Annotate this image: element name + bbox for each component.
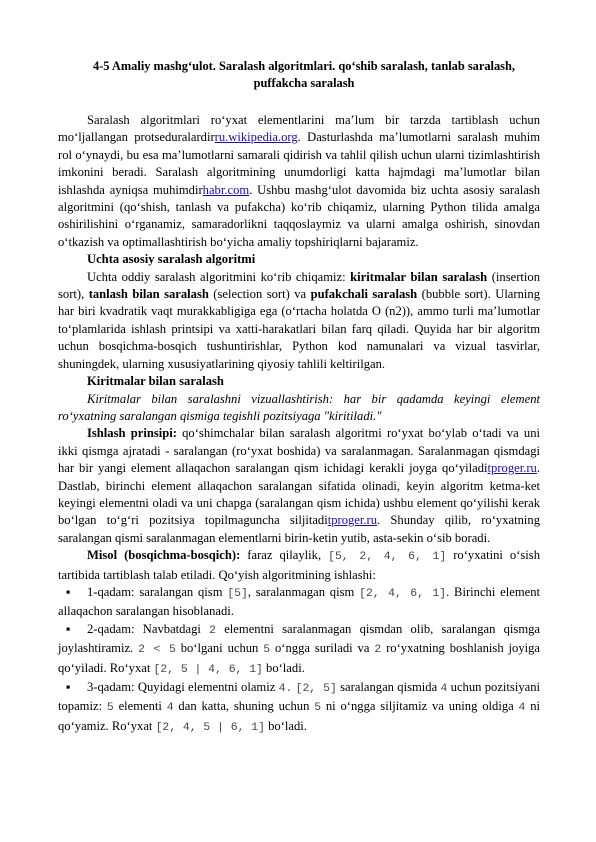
algorithms-text-3: (selection sort) va	[208, 287, 311, 302]
step-3-text-5: elementi	[113, 699, 167, 714]
step-1-text-2: , saralanmagan qism	[247, 584, 360, 599]
step-2-text-6: bo‘ladi.	[262, 660, 305, 675]
selection-sort-term: tanlash bilan saralash	[88, 287, 209, 302]
step-1-text-3: . Birinchi element allaqachon saralangan hisoblanadi.	[58, 584, 540, 619]
step-2-text-1: 2-qadam: Navbatdagi	[87, 621, 210, 636]
step-3-text-9: bo‘ladi.	[264, 718, 307, 733]
wikipedia-link[interactable]: ru.wikipedia.org	[214, 130, 298, 145]
section-heading-insertion: Kiritmalar bilan saralash	[87, 374, 224, 389]
algorithms-text-2: (insertion sort),	[58, 269, 540, 302]
principle-text-2: . Dastlab, birinchi element allaqachon saralangan sifatida olinadi, keyin algoritm ketma-ket keyingi elementni oladi va uni chapga (saralangan qism ichida) ushbu element qo‘yilishi kerak bo‘lgan to‘g‘ri pozitsiya topilmaguncha siljitadi	[58, 461, 540, 528]
intro-text-2: . Dasturlashda ma’lumotlarni saralash muhim rol o‘ynaydi, bu esa ma’lumotlarni samarali qidirish va tahlil qilish uchun ularni tizimlashtirish imkonini beradi. Saralash algoritmining unumdorligi katta hajmdagi ma’lumotlar bilan ishlashda ayniqsa muhimdir	[58, 130, 540, 197]
example-paragraph	[58, 547, 540, 584]
bullet-icon: ▪	[66, 621, 71, 636]
principle-text-1: qo‘shimchalar bilan saralash algoritmi ro‘yxat bo‘ylab o‘tadi va uni ikki qismga ajratadi - saralangan (ro‘yxat boshida) va saralanmagan. Saralanmagan qismdagi har bir yangi element allaqachon saralangan qism ichidagi kerakli joyga qo‘yiladi	[58, 426, 540, 476]
step-3-text-1: 3-qadam: Quyidagi elementni olamiz	[87, 680, 279, 694]
intro-text-3: . Ushbu mashg‘ulot davomida biz uchta asosiy saralash algoritmini (qo‘shish, tanlash va pufakcha) ko‘rib chiqamiz, ularning Python tilida amalga oshirilishini o‘rganamiz, samaradorlikni taqqoslaymiz va ularni amalga oshirish, sinovdan o‘tkazish va optimallashtirish bo‘yicha amaliy topshiriqlarni bajaramiz.	[58, 182, 541, 249]
step-3-code-6: 5	[314, 702, 322, 715]
bubble-sort-term: pufakchali saralash	[310, 287, 418, 302]
step-2-code-2: 2 < 5	[138, 644, 176, 657]
step-1-code-1: [5]	[227, 587, 248, 600]
example-text-2: ro‘yxatini o‘sish tartibida tartiblash talab etiladi. Qo‘yish algoritmining ishlashi:	[58, 548, 540, 582]
example-text-1: faraz qilaylik,	[240, 548, 329, 563]
step-2-text-2: elementni saralanmagan qismdan olib, saralangan qismga joylashtiramiz.	[58, 621, 541, 656]
step-3-code-3: 4	[440, 683, 448, 695]
intro-text-1: Saralash algoritmlari ro‘yxat elementlarini ma’lum bir tarzda tartiblash uchun mo‘ljallangan protseduralardir	[58, 113, 540, 145]
algorithms-text-4: (bubble sort). Ularning har biri kvadratik vaqt murakkabligiga ega (o‘rtacha holatda O (n2)), ammo turli ma’lumotlar to‘plamlarida ishlash printsipi va xatti-harakatlari bilan farq qiladi. Quyida har bir algoritm uchun bosqichma-bosqich tushuntirishlar, Python kod namunalari va vizual tasvirlar, shuningdek, ularning xususiyatlarining qiyosiy tahlili keltirilgan.	[58, 287, 540, 371]
step-3-code-7: 4	[518, 702, 526, 715]
tproger-link-2[interactable]: tproger.ru	[327, 513, 378, 528]
step-2-code-1: 2	[209, 624, 216, 637]
step-3-code-2: [2, 5]	[295, 683, 337, 695]
example-list-code: [5, 2, 4, 6, 1]	[328, 551, 447, 564]
step-3-text-3: saralangan qismida	[336, 680, 441, 694]
step-2-text-3: bo‘lgani uchun	[175, 641, 264, 656]
section-heading-algorithms: Uchta asosiy saralash algoritmi	[87, 252, 256, 267]
page-title: 4-5 Amaliy mashg‘ulot. Saralash algoritmlari. qo‘shib saralash, tanlab saralash, puffakcha saralash	[92, 59, 515, 90]
document-page	[58, 58, 540, 737]
step-1-text-1: 1-qadam: saralangan qism	[87, 584, 228, 599]
step-2-text-5: ro‘yxatning boshlanish joyiga qo‘yiladi. Ro‘yxat	[58, 641, 540, 675]
principle-label: Ishlash prinsipi:	[87, 426, 177, 441]
step-2-code-4: 2	[374, 644, 382, 657]
intro-paragraph	[58, 112, 540, 251]
bullet-icon: ▪	[66, 680, 71, 694]
step-2-item	[58, 621, 540, 679]
insertion-sort-term: kiritmalar bilan saralash	[350, 269, 488, 284]
step-3-code-5: 4	[166, 702, 174, 715]
habr-link[interactable]: habr.com	[202, 182, 250, 197]
step-2-code-3: 5	[263, 644, 271, 657]
step-3-item	[58, 679, 540, 737]
step-3-text-7: ni o‘ngga siljitamiz va uning oldiga	[321, 699, 519, 714]
step-1-item	[58, 584, 540, 621]
step-3-text-4: uchun pozitsiyani topamiz:	[58, 680, 541, 714]
step-2-text-4: o‘ngga suriladi va	[270, 641, 375, 656]
tproger-link-1[interactable]: tproger.ru	[487, 461, 537, 476]
step-3-code-4: 5	[106, 702, 114, 715]
algorithms-paragraph	[58, 269, 540, 373]
step-2-code-5: [2, 5 | 4, 6, 1]	[153, 663, 263, 676]
step-3-code-1: 4.	[278, 683, 293, 695]
bullet-icon: ▪	[66, 584, 71, 599]
step-3-text-8: ni qo‘yamiz. Ro‘yxat	[58, 699, 541, 733]
step-1-code-2: [2, 4, 6, 1]	[359, 587, 447, 600]
principle-paragraph	[58, 425, 540, 547]
visualization-caption: Kiritmalar bilan saralashni vizuallashtirish: har bir qadamda keyingi element ro‘yxatning saralangan qismiga tegishli pozitsiyaga "kiritiladi."	[58, 391, 540, 423]
step-3-text-6: dan katta, shuning uchun	[173, 699, 315, 714]
step-3-code-8: [2, 4, 5 | 6, 1]	[155, 721, 265, 734]
principle-text-3: . Shunday qilib, ro‘yxatning saralangan qismi saralanmagan elementlarni birin-ketin yutib, asta-sekin o‘sib boradi.	[58, 513, 540, 545]
example-label: Misol (bosqichma-bosqich):	[87, 548, 241, 563]
algorithms-text-1: Uchta oddiy saralash algoritmini ko‘rib chiqamiz:	[87, 269, 351, 284]
